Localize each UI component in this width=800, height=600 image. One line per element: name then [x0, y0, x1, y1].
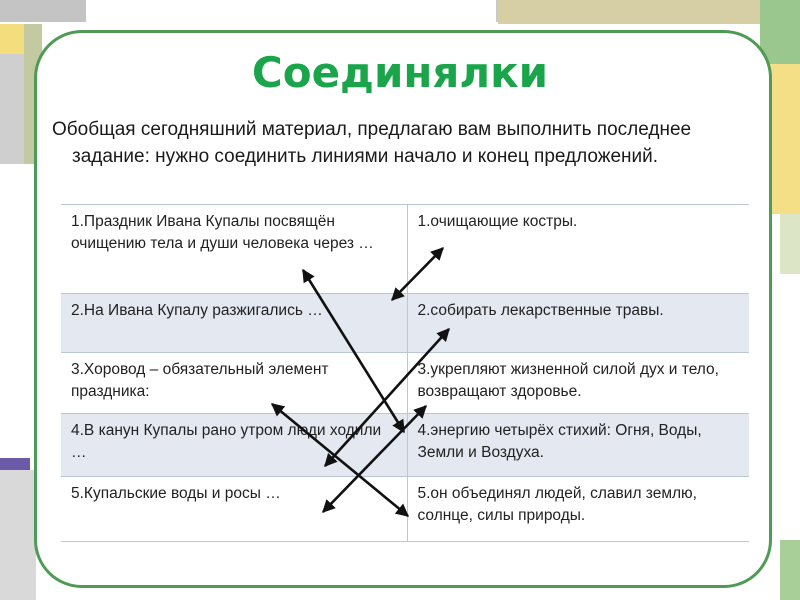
sentence-start-5: 5.Купальские воды и росы …: [61, 477, 407, 542]
sentence-end-1: 1.очищающие костры.: [407, 205, 749, 294]
sentence-start-4: 4.В канун Купалы рано утром люди ходили …: [61, 414, 407, 477]
sentence-start-1: 1.Праздник Ивана Купалы посвящён очищению тела и души человека через …: [61, 205, 407, 294]
intro-text: Обобщая сегодняшний материал, предлагаю вам выполнить последнее задание: нужно соединить линиями начало и конец предложений.: [52, 119, 692, 167]
table-row: [61, 294, 749, 353]
bg-block-right-strip: [780, 214, 800, 274]
table-row: [61, 414, 749, 477]
sentence-start-2: 2.На Ивана Купалу разжигались …: [61, 294, 407, 353]
table-row: [61, 205, 749, 294]
bg-block-top-gray: [0, 0, 86, 22]
bg-block-left-purple: [0, 458, 30, 470]
sentence-end-3: 3.укрепляют жизненной силой дух и тело, возвращают здоровье.: [407, 353, 749, 414]
bg-block-bottom-left-gray: [0, 470, 36, 600]
sentence-end-5: 5.он объединял людей, славил землю, солнце, силы природы.: [407, 477, 749, 542]
bg-block-top-white-frame: [86, 0, 498, 22]
slide-title: Соединялки: [251, 48, 549, 97]
table-row: [61, 353, 749, 414]
table-row: [61, 477, 749, 542]
bg-block-bottom-green: [780, 540, 800, 600]
sentence-end-4: 4.энергию четырёх стихий: Огня, Воды, Земли и Воздуха.: [407, 414, 749, 477]
sentence-end-2: 2.собирать лекарственные травы.: [407, 294, 749, 353]
matching-table: [61, 204, 749, 542]
bg-block-top-beige: [498, 0, 760, 24]
sentence-start-3: 3.Хоровод – обязательный элемент праздника:: [61, 353, 407, 414]
